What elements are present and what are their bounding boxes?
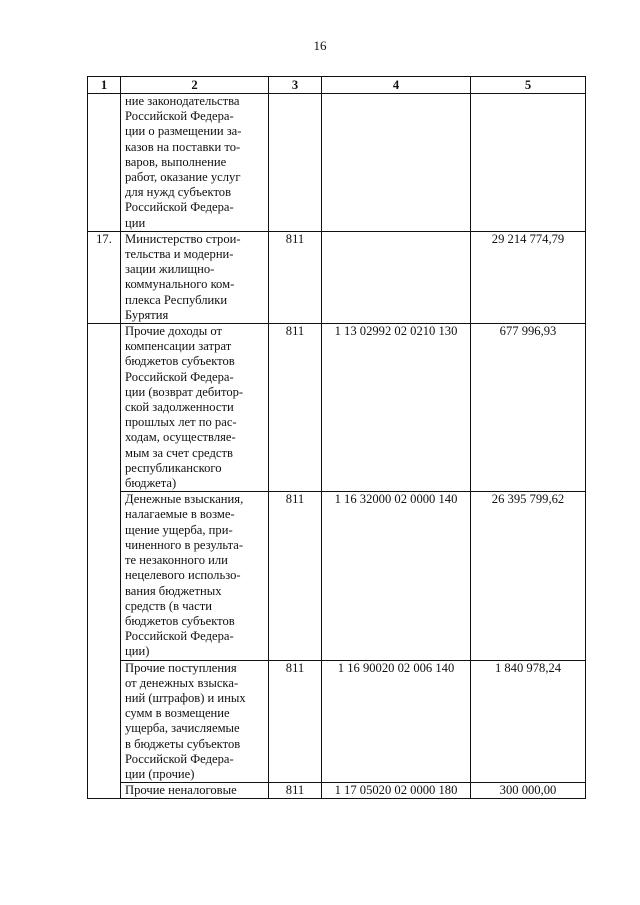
row-budget-code: 1 16 32000 02 0000 140	[322, 492, 471, 660]
table-row	[88, 492, 586, 660]
table-row	[88, 324, 586, 492]
row-name: Прочие поступления от денежных взыска- ний (штрафов) и иных сумм в возмещение ущерба, зачисляемые в бюджеты субъектов Российской Федера- ции (прочие)	[121, 660, 269, 783]
row-admin-code: 811	[269, 492, 322, 660]
row-number: 17.	[88, 231, 121, 323]
row-name: Прочие неналоговые	[121, 783, 269, 799]
row-budget-code	[322, 94, 471, 232]
header-cell: 3	[269, 77, 322, 94]
header-cell: 1	[88, 77, 121, 94]
row-amount	[471, 94, 586, 232]
revenue-table	[87, 76, 586, 799]
row-admin-code: 811	[269, 231, 322, 323]
table-row	[88, 660, 586, 783]
row-admin-code	[269, 94, 322, 232]
row-amount: 677 996,93	[471, 324, 586, 492]
row-admin-code: 811	[269, 783, 322, 799]
table-row	[88, 94, 586, 232]
table-row	[88, 231, 586, 323]
row-budget-code: 1 17 05020 02 0000 180	[322, 783, 471, 799]
row-number	[88, 324, 121, 799]
row-amount: 300 000,00	[471, 783, 586, 799]
row-number	[88, 94, 121, 232]
row-budget-code: 1 13 02992 02 0210 130	[322, 324, 471, 492]
page-number: 16	[313, 38, 327, 53]
row-budget-code: 1 16 90020 02 006 140	[322, 660, 471, 783]
table-row	[88, 783, 586, 799]
row-amount: 1 840 978,24	[471, 660, 586, 783]
header-cell: 5	[471, 77, 586, 94]
row-name: Прочие доходы от компенсации затрат бюджетов субъектов Российской Федера- ции (возврат дебитор- ской задолженности прошлых лет по рас- ходам, осуществляе- мым за счет средств республиканского бюджета)	[121, 324, 269, 492]
row-amount: 29 214 774,79	[471, 231, 586, 323]
row-admin-code: 811	[269, 324, 322, 492]
row-name: Денежные взыскания, налагаемые в возме- щение ущерба, при- чиненного в результа- те незаконного или нецелевого использо- вания бюджетных средств (в части бюджетов субъектов Российской Федера- ции)	[121, 492, 269, 660]
row-name: Министерство строи- тельства и модерни- зации жилищно- коммунального ком- плекса Республики Бурятия	[121, 231, 269, 323]
header-cell: 2	[121, 77, 269, 94]
row-name: ние законодательства Российской Федера- ции о размещении за- казов на поставки то- варов, выполнение работ, оказание услуг для нужд субъектов Российской Федера- ции	[121, 94, 269, 232]
header-cell: 4	[322, 77, 471, 94]
header-row	[88, 77, 586, 94]
row-budget-code	[322, 231, 471, 323]
row-amount: 26 395 799,62	[471, 492, 586, 660]
row-admin-code: 811	[269, 660, 322, 783]
